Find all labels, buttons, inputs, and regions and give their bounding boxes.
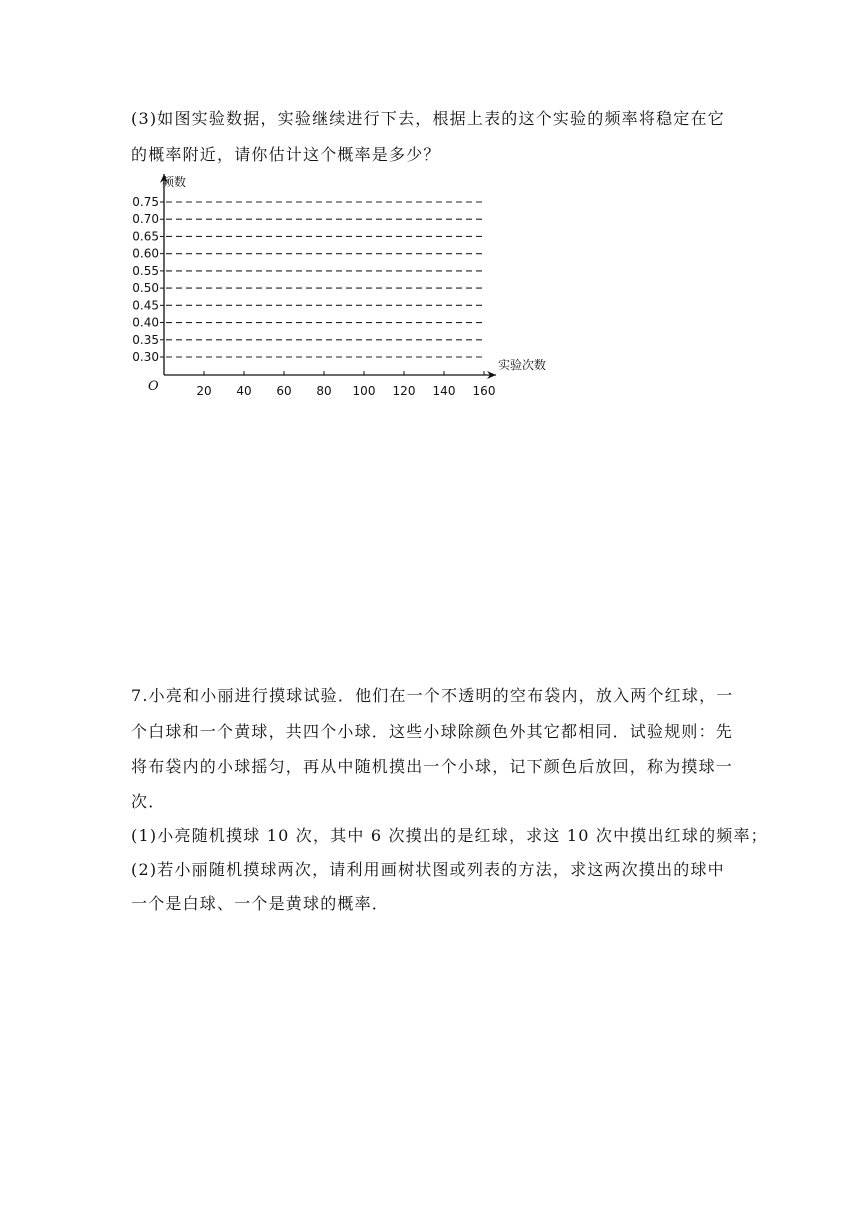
y-tick-label-0.45: 0.45 bbox=[132, 298, 159, 313]
x-tick-label-40: 40 bbox=[236, 384, 252, 398]
question-7-part-1: (1)小亮随机摸球 10 次，其中 6 次摸出的是红球，求这 10 次中摸出红球的频率； bbox=[131, 826, 768, 845]
question-3-line-1: (3)如图实验数据，实验继续进行下去，根据上表的这个实验的频率将稳定在它 bbox=[131, 109, 725, 128]
y-axis-label: 频数 bbox=[162, 175, 187, 189]
question-3-line-2: 的概率附近，请你估计这个概率是多少？ bbox=[131, 145, 441, 164]
chart-axes bbox=[160, 174, 496, 379]
chart-labels bbox=[132, 174, 546, 398]
y-tick-label-0.30: 0.30 bbox=[132, 350, 159, 364]
question-7-part-2-line-2: 一个是白球、一个是黄球的概率． bbox=[131, 894, 390, 913]
question-7-line-1: 7.小亮和小丽进行摸球试验．他们在一个不透明的空布袋内，放入两个红球，一 bbox=[131, 686, 734, 705]
x-axis-label: 实验次数 bbox=[498, 358, 547, 372]
x-tick-label-160: 160 bbox=[472, 384, 496, 398]
y-tick-label-0.70: 0.70 bbox=[132, 212, 159, 227]
question-7-part-2-line-1: (2)若小丽随机摸球两次，请利用画树状图或列表的方法，求这两次摸出的球中 bbox=[131, 860, 725, 879]
y-tick-label-0.55: 0.55 bbox=[132, 263, 159, 278]
question-7-line-4: 次． bbox=[131, 792, 166, 811]
x-tick-label-60: 60 bbox=[276, 384, 292, 398]
frequency-chart bbox=[128, 168, 558, 400]
question-7-line-2: 个白球和一个黄球，共四个小球．这些小球除颜色外其它都相同．试验规则：先 bbox=[131, 722, 734, 741]
x-tick-label-20: 20 bbox=[196, 384, 212, 398]
origin-label: O bbox=[148, 379, 159, 394]
y-tick-label-0.65: 0.65 bbox=[132, 229, 159, 244]
chart-grid bbox=[166, 202, 484, 357]
x-tick-label-120: 120 bbox=[392, 384, 416, 398]
y-tick-label-0.75: 0.75 bbox=[132, 195, 159, 209]
x-tick-label-140: 140 bbox=[432, 384, 456, 398]
question-7-line-3: 将布袋内的小球摇匀，再从中随机摸出一个小球，记下颜色后放回，称为摸球一 bbox=[131, 757, 734, 776]
y-tick-label-0.40: 0.40 bbox=[132, 315, 159, 330]
x-tick-label-100: 100 bbox=[352, 384, 376, 398]
y-tick-label-0.35: 0.35 bbox=[132, 332, 159, 347]
x-tick-label-80: 80 bbox=[316, 384, 332, 398]
chart-svg bbox=[128, 168, 558, 400]
y-tick-label-0.60: 0.60 bbox=[132, 246, 159, 261]
y-tick-label-0.50: 0.50 bbox=[132, 281, 159, 296]
